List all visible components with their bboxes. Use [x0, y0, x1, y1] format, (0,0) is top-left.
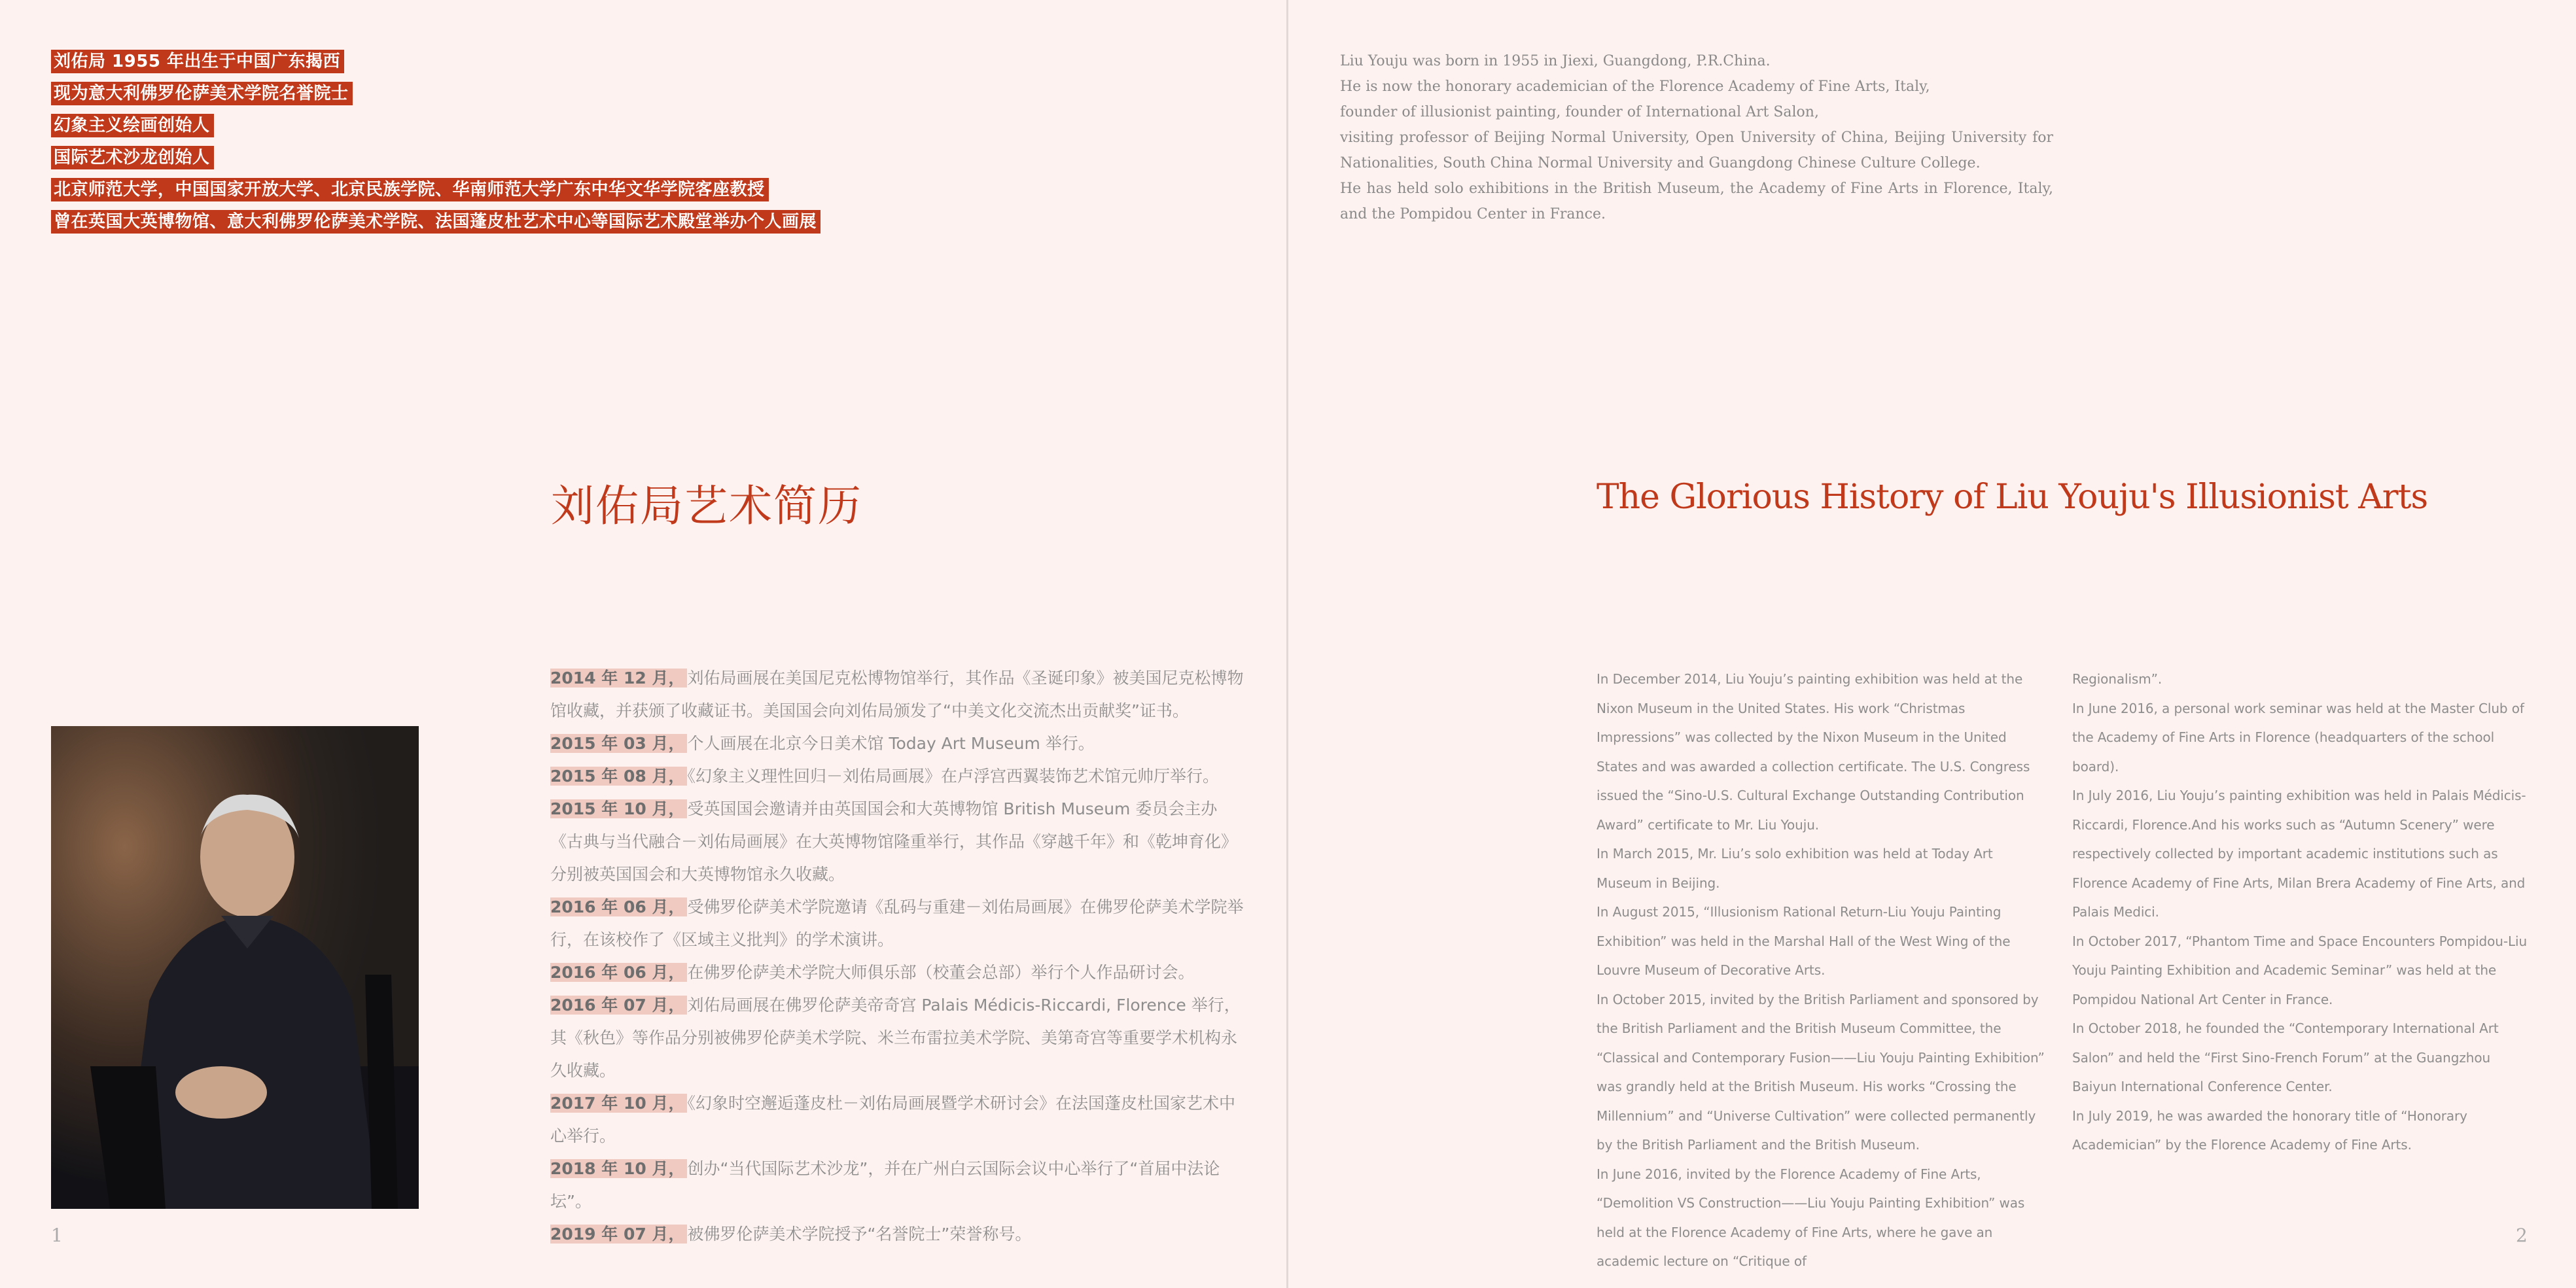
bio-line: founder of illusionist painting, founder of International Art Salon, — [1340, 104, 1819, 120]
timeline-date: 2018 年 10 月， — [550, 1159, 687, 1178]
timeline-entry: In December 2014, Liu Youju’s painting exhibition was held at the Nixon Museum in the United States. His work “Christmas Impressions” was collected by the Nixon Museum in the United States and was awarded a collection certificate. The U.S. Congress issued the “Sino-U.S. Cultural Exchange Outstanding Contribution Award” certificate to Mr. Liu Youju. — [1597, 671, 2030, 833]
timeline-date: 2014 年 12 月， — [550, 669, 687, 688]
chinese-timeline — [550, 662, 1244, 1251]
timeline-text: 《幻象时空邂逅蓬皮杜－刘佑局画展暨学术研讨会》在法国蓬皮杜国家艺术中心举行。 — [550, 1094, 1235, 1145]
timeline-date: 2015 年 08 月， — [550, 767, 687, 786]
timeline-entry — [550, 1153, 1244, 1218]
timeline-entry: In August 2015, “Illusionism Rational Return-Liu Youju Painting Exhibition” was held in the Marshal Hall of the West Wing of the Louvre Museum of Decorative Arts. — [1597, 904, 2011, 978]
chinese-title: 刘佑局艺术简历 — [551, 481, 862, 531]
timeline-date: 2019 年 07 月， — [550, 1225, 687, 1244]
timeline-text: 被佛罗伦萨美术学院授予“名誉院士”荣誉称号。 — [687, 1225, 1032, 1244]
bio-line: He has held solo exhibitions in the British Museum, the Academy of Fine Arts in Florence, Italy, and the Pompidou Center in France. — [1340, 181, 2053, 222]
timeline-entry — [550, 1087, 1244, 1153]
timeline-entry: In July 2016, Liu Youju’s painting exhibition was held in Palais Médicis-Riccardi, Florence.And his works such as “Autumn Scenery” were respectively collected by important academic institutions such as Florence Academy of Fine Arts, Milan Brera Academy of Fine Arts, and Palais Medici. — [2072, 788, 2526, 920]
timeline-entry — [550, 760, 1244, 793]
timeline-entry — [550, 727, 1244, 760]
bio-line: 国际艺术沙龙创始人 — [51, 146, 214, 169]
timeline-entry: In June 2016, invited by the Florence Academy of Fine Arts, “Demolition VS Construction——Liu Youju Painting Exhibition” was held at the Florence Academy of Fine Arts, where he gave an academic lecture on “Critique of — [1597, 1166, 2025, 1269]
english-timeline-column-2 — [2072, 665, 2530, 1160]
timeline-entry: Regionalism”. — [2072, 671, 2162, 687]
timeline-text: 受英国国会邀请并由英国国会和大英博物馆 British Museum 委员会主办《古典与当代融合－刘佑局画展》在大英博物馆隆重举行，其作品《穿越千年》和《乾坤育化》分别被英国国会和大英博物馆永久收藏。 — [550, 799, 1238, 884]
bio-line: visiting professor of Beijing Normal University, Open University of China, Beijing University for Nationalities, South China Normal University and Guangdong Chinese Culture College. — [1340, 130, 2053, 171]
timeline-entry — [550, 662, 1244, 727]
bio-line: 北京师范大学，中国国家开放大学、北京民族学院、华南师范大学广东中华文华学院客座教授 — [51, 178, 769, 201]
timeline-text: 《幻象主义理性回归－刘佑局画展》在卢浮宫西翼装饰艺术馆元帅厅举行。 — [687, 767, 1219, 786]
timeline-entry: In October 2018, he founded the “Contemporary International Art Salon” and held the “First Sino-French Forum” at the Guangzhou Baiyun International Conference Center. — [2072, 1020, 2499, 1094]
timeline-date: 2015 年 03 月， — [550, 734, 687, 753]
timeline-text: 在佛罗伦萨美术学院大师俱乐部（校董会总部）举行个人作品研讨会。 — [687, 963, 1195, 982]
timeline-entry: In July 2019, he was awarded the honorary title of “Honorary Academician” by the Florence Academy of Fine Arts. — [2072, 1107, 2467, 1153]
english-timeline-column-1 — [1597, 665, 2048, 1276]
timeline-text: 个人画展在北京今日美术馆 Today Art Museum 举行。 — [687, 734, 1095, 753]
english-bio — [1340, 48, 2053, 227]
timeline-entry — [550, 793, 1244, 891]
timeline-date: 2016 年 06 月， — [550, 897, 687, 916]
timeline-entry — [550, 891, 1244, 956]
timeline-date: 2015 年 10 月， — [550, 799, 687, 818]
timeline-date: 2016 年 06 月， — [550, 963, 687, 982]
timeline-entry: In June 2016, a personal work seminar was held at the Master Club of the Academy of Fine Arts in Florence (headquarters of the school board). — [2072, 700, 2524, 775]
timeline-text: 刘佑局画展在佛罗伦萨美帝奇宫 Palais Médicis-Riccardi, Florence 举行，其《秋色》等作品分别被佛罗伦萨美术学院、米兰布雷拉美术学院、美第奇宫等重要学术机构永久收藏。 — [550, 996, 1241, 1080]
portrait-illustration — [51, 726, 419, 1209]
bio-line: Liu Youju was born in 1955 in Jiexi, Guangdong, P.R.China. — [1340, 53, 1771, 69]
timeline-entry — [550, 989, 1244, 1087]
timeline-entry: In March 2015, Mr. Liu’s solo exhibition was held at Today Art Museum in Beijing. — [1597, 846, 1993, 891]
timeline-text: 受佛罗伦萨美术学院邀请《乱码与重建－刘佑局画展》在佛罗伦萨美术学院举行，在该校作了《区域主义批判》的学术演讲。 — [550, 897, 1244, 949]
timeline-entry: In October 2017, “Phantom Time and Space Encounters Pompidou-Liu Youju Painting Exhibition and Academic Seminar” was held at the Pompidou National Art Center in France. — [2072, 933, 2528, 1007]
timeline-date: 2017 年 10 月， — [550, 1094, 687, 1113]
timeline-entry — [550, 1218, 1244, 1251]
bio-line: 刘佑局 1955 年出生于中国广东揭西 — [51, 50, 344, 73]
timeline-entry — [550, 956, 1244, 989]
timeline-text: 刘佑局画展在美国尼克松博物馆举行，其作品《圣诞印象》被美国尼克松博物馆收藏，并获颁了收藏证书。美国国会向刘佑局颁发了“中美文化交流杰出贡献奖”证书。 — [550, 669, 1244, 720]
page-number: 2 — [2516, 1225, 2528, 1246]
bio-line: 曾在英国大英博物馆、意大利佛罗伦萨美术学院、法国蓬皮杜艺术中心等国际艺术殿堂举办个人画展 — [51, 210, 820, 234]
page-number: 1 — [51, 1225, 63, 1246]
timeline-date: 2016 年 07 月， — [550, 996, 687, 1015]
english-title: The Glorious History of Liu Youju's Illusionist Arts — [1597, 478, 2428, 517]
timeline-entry: In October 2015, invited by the British Parliament and sponsored by the British Parliament and the British Museum Committee, the “Classical and Contemporary Fusion——Liu Youju Painting Exhibition” was grandly held at the British Museum. His works “Crossing the Millennium” and “Universe Cultivation” were collected permanently by the British Parliament and the British Museum. — [1597, 991, 2045, 1153]
bio-line: 现为意大利佛罗伦萨美术学院名誉院士 — [51, 82, 353, 105]
bio-line: He is now the honorary academician of the Florence Academy of Fine Arts, Italy, — [1340, 78, 1930, 95]
timeline-text: 创办“当代国际艺术沙龙”，并在广州白云国际会议中心举行了“首届中法论坛”。 — [550, 1159, 1220, 1211]
artist-portrait-photo — [51, 726, 419, 1209]
bio-line: 幻象主义绘画创始人 — [51, 114, 214, 137]
chinese-bio-highlights — [51, 50, 820, 242]
